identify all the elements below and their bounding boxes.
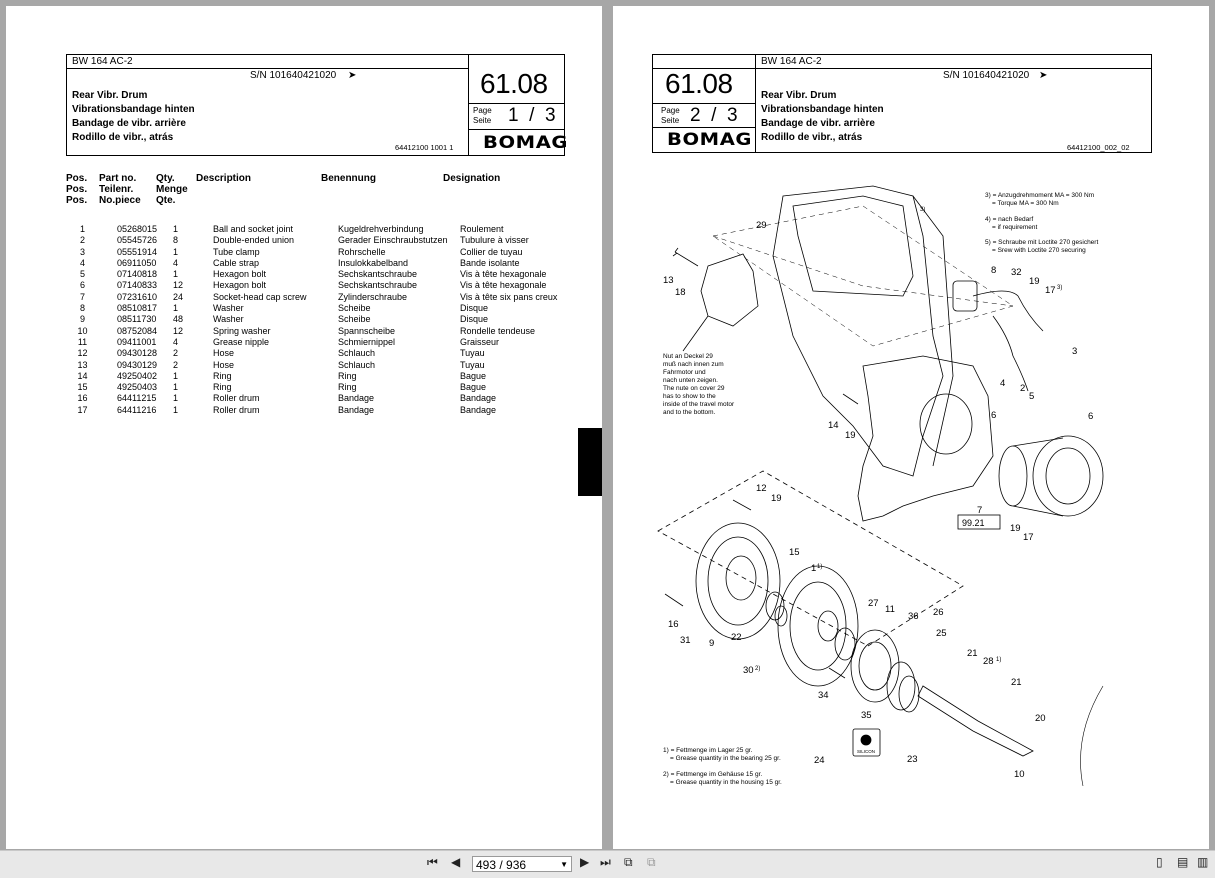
cell-designation: Graisseur [460, 336, 500, 347]
svg-text:15: 15 [789, 547, 800, 558]
title-es: Rodillo de vibr., atrás [761, 132, 863, 143]
cell-designation: Bandage [460, 404, 497, 415]
note-top-1: 3) = Anzugdrehmoment MA = 300 Nm [985, 192, 1095, 199]
svg-text:11: 11 [885, 604, 895, 615]
cell-pos: 16 [77, 393, 88, 404]
cell-benennung: Spannscheibe [338, 325, 396, 336]
table-row [66, 314, 580, 325]
svg-text:19: 19 [1010, 523, 1021, 534]
svg-text:14: 14 [828, 420, 839, 431]
svg-text:32: 32 [1011, 267, 1022, 278]
next-page-icon[interactable]: ▶ [580, 855, 590, 869]
cell-benennung: Kugeldrehverbindung [338, 224, 424, 234]
cell-qty: 1 [173, 370, 179, 381]
svg-text:1: 1 [811, 563, 817, 574]
table-row [66, 348, 580, 359]
col-part [99, 173, 141, 206]
cell-designation: Vis à tête hexagonale [460, 269, 547, 280]
cell-qty: 1 [173, 393, 179, 404]
cell-benennung: Gerader Einschraubstutzen [338, 235, 448, 246]
table-row [66, 326, 580, 337]
cell-qty: 8 [173, 235, 179, 246]
cell-benennung: Bandage [338, 393, 375, 404]
note-cover-1: Nut an Deckel 29 [663, 353, 713, 360]
cell-qty: 4 [173, 257, 179, 268]
note-bottom-3: 2) = Fettmenge im Gehäuse 15 gr. [663, 771, 763, 778]
page-label-de: Seite [473, 116, 492, 125]
page-number-input[interactable] [472, 856, 572, 872]
document-page-right [613, 6, 1209, 849]
cell-designation: Bague [460, 382, 487, 393]
cell-qty: 24 [173, 291, 184, 302]
note-cover-6: has to show to the [663, 393, 716, 400]
continuous-view-icon[interactable]: ▤ [1177, 855, 1189, 869]
cell-part: 09430128 [117, 348, 158, 359]
svg-text:19: 19 [771, 493, 782, 504]
svg-text:3): 3) [1057, 285, 1063, 291]
serial-number: S/N 101640421020 [250, 70, 337, 81]
cell-qty: 1 [173, 246, 179, 257]
svg-text:36: 36 [908, 611, 919, 622]
cell-part: 07231610 [117, 291, 158, 302]
svg-text:10: 10 [1014, 769, 1025, 780]
svg-text:20: 20 [1035, 713, 1046, 724]
cell-qty: 4 [173, 336, 179, 347]
doc-code: 64412100_002_02 [1067, 143, 1130, 152]
svg-text:23: 23 [907, 754, 918, 765]
cell-description: Ring [213, 370, 232, 381]
serial-number: S/N 101640421020 [943, 70, 1030, 81]
table-row [66, 224, 580, 235]
cell-designation: Bande isolante [460, 257, 520, 268]
svg-text:30: 30 [743, 665, 754, 676]
cell-pos: 15 [77, 382, 88, 393]
cell-part: 08510817 [117, 303, 158, 314]
cell-qty: 2 [173, 348, 179, 359]
note-cover-5: The nute on cover 29 [663, 385, 725, 392]
table-row [66, 303, 580, 314]
header-box [66, 54, 569, 156]
cell-pos: 9 [79, 314, 85, 325]
silicon-label: SILICON [857, 749, 876, 754]
cell-designation: Vis à tête hexagonale [460, 280, 547, 291]
svg-text:9: 9 [709, 638, 715, 649]
cell-pos: 6 [79, 280, 85, 291]
copy-page-icon[interactable]: ⧉ [624, 855, 633, 869]
cell-pos: 5 [79, 269, 85, 280]
cell-pos: 2 [79, 235, 85, 246]
model-label: BW 164 AC-2 [761, 56, 822, 67]
cell-part: 08511730 [117, 314, 157, 325]
cell-description: Tube clamp [213, 246, 260, 257]
cell-description: Washer [213, 303, 244, 314]
cell-designation: Tuyau [460, 348, 485, 359]
cell-part: 64411216 [117, 404, 157, 415]
cell-benennung: Bandage [338, 404, 375, 415]
cell-part: 08752084 [117, 325, 158, 336]
svg-text:12: 12 [756, 483, 767, 494]
page-fraction: 1 / 3 [508, 105, 556, 126]
page-label [473, 106, 492, 126]
cell-pos: 14 [77, 370, 88, 381]
page-label-en: Page [473, 106, 492, 115]
note-top-2: = Torque MA = 300 Nm [992, 200, 1059, 207]
col-pos-fr: Pos. [66, 195, 88, 206]
cell-description: Ball and socket joint [213, 224, 294, 234]
cell-designation: Collier de tuyau [460, 246, 523, 257]
note-cover-2: muß nach innen zum [663, 361, 724, 368]
note-top-6: = Srew with Loctite 270 securing [992, 247, 1086, 254]
svg-text:5: 5 [1029, 391, 1035, 402]
title-de: Vibrationsbandage hinten [72, 104, 195, 115]
note-bottom-4: = Grease quantity in the housing 15 gr. [670, 779, 782, 786]
svg-text:13: 13 [663, 275, 674, 286]
cell-description: Cable strap [213, 257, 260, 268]
table-row [66, 280, 580, 291]
col-pos [66, 173, 87, 206]
table-row [66, 393, 580, 404]
table-row [66, 360, 580, 371]
cell-benennung: Insulokkabelband [338, 257, 409, 268]
svg-text:25: 25 [936, 628, 947, 639]
col-part-de: Teilenr. [99, 184, 134, 195]
svg-text:24: 24 [814, 755, 825, 766]
svg-text:17: 17 [1023, 532, 1034, 543]
cell-part: 07140818 [117, 269, 158, 280]
svg-text:2): 2) [755, 666, 761, 672]
title-en: Rear Vibr. Drum [72, 90, 148, 101]
note-cover-4: nach unten zeigen. [663, 377, 718, 384]
col-description: Description [196, 173, 252, 184]
cell-description: Spring washer [213, 325, 271, 336]
page-edge-tab [578, 428, 602, 496]
svg-text:35: 35 [861, 710, 872, 721]
cell-benennung: Ring [338, 382, 357, 393]
prev-page-icon[interactable]: ◀ [451, 855, 461, 869]
title-es: Rodillo de vibr., atrás [72, 132, 174, 143]
svg-text:17: 17 [1045, 285, 1056, 296]
cell-benennung: Schmiernippel [338, 336, 396, 347]
cell-designation: Bague [460, 370, 487, 381]
col-part-fr: No.piece [99, 195, 141, 206]
svg-text:34: 34 [818, 690, 829, 701]
table-row [66, 235, 580, 246]
cell-pos: 11 [77, 336, 88, 347]
cell-designation: Disque [460, 303, 489, 314]
ref-box-label: 99.21 [962, 518, 985, 528]
cell-description: Roller drum [213, 404, 260, 415]
viewer-toolbar [0, 850, 1215, 878]
svg-text:3): 3) [920, 207, 926, 213]
bomag-logo: BOMAG [483, 133, 569, 153]
cell-benennung: Rohrschelle [338, 246, 386, 257]
svg-text:31: 31 [680, 635, 691, 646]
svg-text:18: 18 [675, 287, 686, 298]
page-layout-icon[interactable]: ⧉ [647, 855, 656, 869]
svg-text:21: 21 [1011, 677, 1022, 688]
svg-text:6: 6 [1088, 411, 1094, 422]
note-top-3: 4) = nach Bedarf [985, 216, 1034, 223]
title-de: Vibrationsbandage hinten [761, 104, 884, 115]
svg-text:29: 29 [756, 220, 767, 231]
page-label [661, 106, 680, 126]
svg-text:7: 7 [977, 505, 983, 516]
cell-part: 49250402 [117, 370, 158, 381]
cell-benennung: Sechskantschraube [338, 280, 418, 291]
header-box [652, 54, 1152, 153]
cell-part: 05268015 [117, 224, 158, 234]
svg-text:19: 19 [1029, 276, 1040, 287]
cell-pos: 8 [79, 303, 85, 314]
note-top-4: = if requirement [992, 224, 1038, 231]
svg-text:27: 27 [868, 598, 879, 609]
cell-qty: 2 [173, 359, 179, 370]
table-row [66, 371, 580, 382]
cell-pos: 10 [77, 325, 88, 336]
serial-arrow: ➤ [1039, 70, 1048, 81]
cell-benennung: Schlauch [338, 348, 376, 359]
cell-part: 64411215 [117, 393, 157, 404]
cell-designation: Roulement [460, 224, 504, 234]
cell-part: 06911050 [117, 257, 157, 268]
table-row [66, 292, 580, 303]
cell-description: Grease nipple [213, 336, 270, 347]
note-bottom-1: 1) = Fettmenge im Lager 25 gr. [663, 747, 753, 754]
table-row [66, 247, 580, 258]
col-qty-en: Qty. [156, 173, 175, 184]
cell-designation: Vis à tête six pans creux [460, 291, 558, 302]
cell-description: Socket-head cap screw [213, 291, 307, 302]
cell-designation: Tubulure à visser [460, 235, 529, 246]
cell-description: Hose [213, 348, 235, 359]
cell-pos: 17 [77, 404, 88, 415]
table-row [66, 382, 580, 393]
cell-qty: 1 [173, 269, 179, 280]
cell-description: Roller drum [213, 393, 260, 404]
callout-labels [663, 207, 1093, 780]
document-page-left [6, 6, 602, 849]
cell-pos: 13 [77, 359, 88, 370]
cell-qty: 1 [173, 382, 179, 393]
page-fraction: 2 / 3 [690, 105, 738, 126]
title-fr: Bandage de vibr. arrière [72, 118, 186, 129]
first-page-icon[interactable]: ⏮ [427, 855, 438, 869]
cell-description: Ring [213, 382, 232, 393]
cell-description: Hose [213, 359, 235, 370]
page-label-en: Page [661, 106, 680, 115]
svg-text:21: 21 [967, 648, 978, 659]
exploded-view-drawing [613, 176, 1209, 796]
svg-text:1): 1) [996, 657, 1002, 663]
table-row [66, 258, 580, 269]
cell-part: 09411001 [117, 336, 157, 347]
col-benennung: Benennung [321, 173, 376, 184]
parts-table [66, 224, 580, 416]
group-number: 61.08 [480, 68, 548, 99]
svg-text:16: 16 [668, 619, 679, 630]
cell-designation: Rondelle tendeuse [460, 325, 536, 336]
cell-designation: Disque [460, 314, 489, 325]
cell-description: Washer [213, 314, 244, 325]
bomag-logo: BOMAG [667, 130, 753, 150]
cell-pos: 4 [79, 257, 85, 268]
col-part-en: Part no. [99, 173, 137, 184]
cell-qty: 12 [173, 280, 184, 291]
cell-qty: 1 [173, 303, 179, 314]
cell-benennung: Ring [338, 370, 357, 381]
cell-designation: Tuyau [460, 359, 485, 370]
cell-part: 09430129 [117, 359, 158, 370]
page-label-de: Seite [661, 116, 680, 125]
cell-part: 49250403 [117, 382, 158, 393]
group-number: 61.08 [665, 68, 733, 99]
cell-qty: 48 [173, 314, 184, 325]
cell-qty: 12 [173, 325, 184, 336]
cell-pos: 12 [77, 348, 88, 359]
col-qty [156, 173, 188, 206]
cell-benennung: Zylinderschraube [338, 291, 408, 302]
col-pos-de: Pos. [66, 184, 88, 195]
cell-description: Double-ended union [213, 235, 295, 246]
serial-arrow: ➤ [348, 70, 357, 81]
col-pos-en: Pos. [66, 173, 88, 184]
svg-text:22: 22 [731, 632, 742, 643]
table-row [66, 269, 580, 280]
last-page-icon[interactable]: ⏭ [600, 855, 611, 869]
cell-qty: 1 [173, 404, 179, 415]
col-qty-fr: Qte. [156, 195, 176, 206]
cell-pos: 7 [79, 291, 85, 302]
page-number-value: 493 / 936 [476, 858, 527, 872]
note-bottom-2: = Grease quantity in the bearing 25 gr. [670, 755, 781, 762]
svg-text:28: 28 [983, 656, 994, 667]
cell-benennung: Scheibe [338, 314, 371, 325]
svg-text:19: 19 [845, 430, 856, 441]
svg-text:6: 6 [991, 410, 997, 421]
table-row [66, 405, 580, 416]
note-cover-7: inside of the travel motor [663, 401, 735, 408]
single-page-view-icon[interactable]: ▯ [1156, 855, 1163, 869]
cell-description: Hexagon bolt [213, 280, 267, 291]
cell-benennung: Sechskantschraube [338, 269, 418, 280]
svg-text:1): 1) [817, 564, 823, 570]
doc-code: 64412100 1001 1 [395, 143, 454, 152]
note-cover-3: Fahrmotor und [663, 369, 706, 376]
model-label: BW 164 AC-2 [72, 56, 133, 67]
svg-text:2: 2 [1020, 383, 1026, 394]
svg-text:8: 8 [991, 265, 997, 276]
table-row [66, 337, 580, 348]
title-en: Rear Vibr. Drum [761, 90, 837, 101]
title-fr: Bandage de vibr. arrière [761, 118, 875, 129]
note-top-5: 5) = Schraube mit Loctite 270 gesichert [985, 239, 1099, 246]
cell-benennung: Scheibe [338, 303, 371, 314]
svg-text:3: 3 [1072, 346, 1078, 357]
cell-part: 07140833 [117, 280, 158, 291]
cell-description: Hexagon bolt [213, 269, 267, 280]
cell-pos: 1 [79, 224, 85, 234]
cell-pos: 3 [79, 246, 85, 257]
cell-qty: 1 [173, 224, 179, 234]
chevron-down-icon[interactable]: ▼ [560, 860, 568, 869]
cell-part: 05545726 [117, 235, 158, 246]
col-designation: Designation [443, 173, 501, 184]
col-qty-de: Menge [156, 184, 188, 195]
cell-designation: Bandage [460, 393, 497, 404]
svg-text:4: 4 [1000, 378, 1006, 389]
two-page-view-icon[interactable]: ▥ [1197, 855, 1209, 869]
note-cover-8: and to the bottom. [663, 409, 716, 416]
cell-part: 05551914 [117, 246, 158, 257]
cell-benennung: Schlauch [338, 359, 376, 370]
svg-text:26: 26 [933, 607, 944, 618]
